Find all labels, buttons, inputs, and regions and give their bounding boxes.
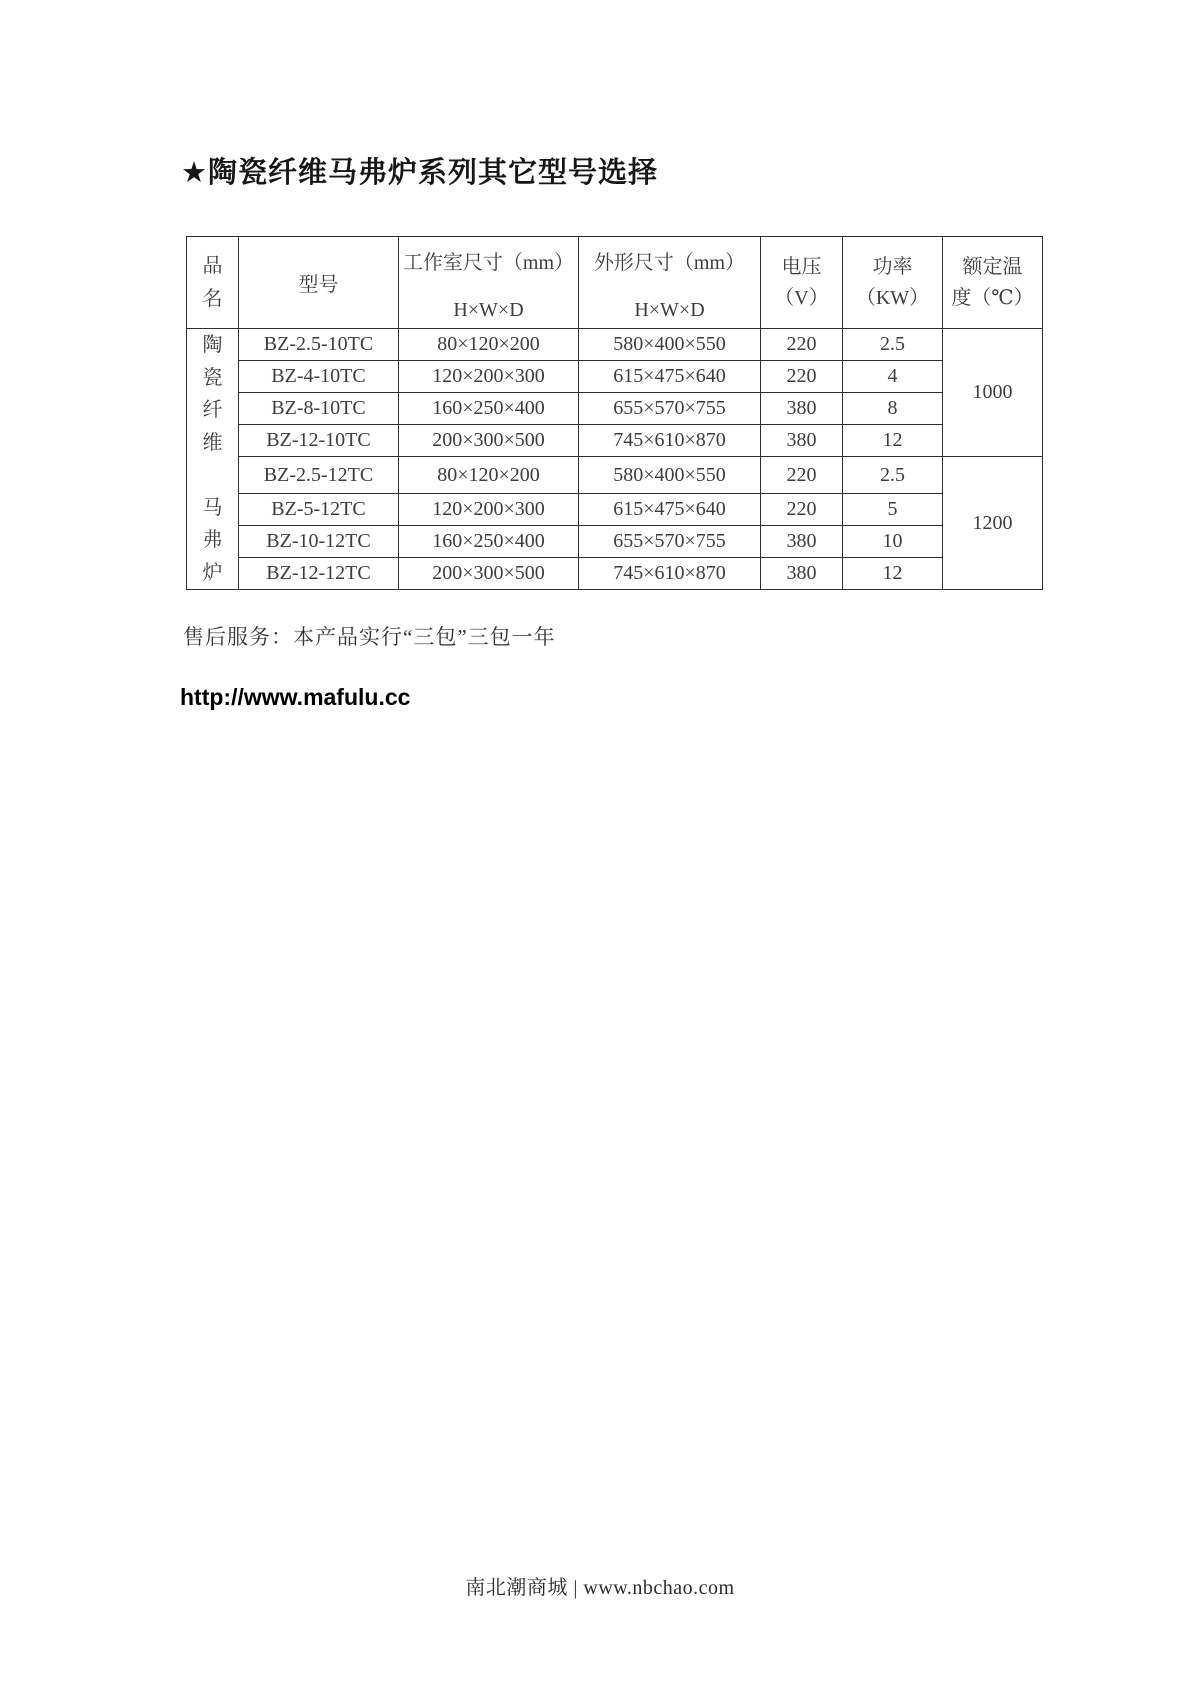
product-name-char: 维 [202, 431, 223, 454]
header-row [187, 237, 1043, 329]
outer-size-cell: 580×400×550 [579, 329, 761, 361]
header-outer-size [579, 237, 761, 329]
voltage-cell: 380 [761, 425, 843, 457]
outer-size-cell: 615×475×640 [579, 494, 761, 526]
table-body [187, 329, 1043, 590]
power-cell: 5 [843, 494, 943, 526]
header-outer-size-hwd: H×W×D [634, 298, 705, 321]
model-cell: BZ-2.5-10TC [239, 329, 399, 361]
table-header [187, 237, 1043, 329]
model-cell: BZ-2.5-12TC [239, 457, 399, 494]
header-chamber-size-hwd: H×W×D [453, 298, 524, 321]
voltage-cell: 380 [761, 393, 843, 425]
table-row [187, 457, 1043, 494]
chamber-size-cell: 200×300×500 [399, 558, 579, 590]
voltage-cell: 380 [761, 558, 843, 590]
voltage-cell: 220 [761, 361, 843, 393]
header-voltage-title: 电压 [781, 255, 822, 278]
model-cell: BZ-4-10TC [239, 361, 399, 393]
table-row [187, 494, 1043, 526]
voltage-cell: 220 [761, 329, 843, 361]
product-name-char: 马 [202, 496, 223, 519]
header-outer-size-title: 外形尺寸（mm） [593, 251, 746, 274]
chamber-size-cell: 160×250×400 [399, 393, 579, 425]
rated-temp-cell: 1000 [943, 329, 1043, 457]
rated-temp-cell: 1200 [943, 457, 1043, 590]
model-cell: BZ-12-10TC [239, 425, 399, 457]
power-cell: 4 [843, 361, 943, 393]
table-row [187, 425, 1043, 457]
header-product-name-label: 品名 [202, 254, 223, 310]
power-cell: 12 [843, 425, 943, 457]
table-row [187, 361, 1043, 393]
product-name-char: 弗 [202, 529, 223, 551]
outer-size-cell: 745×610×870 [579, 558, 761, 590]
product-name-cell [187, 329, 239, 590]
product-name-char: 纤 [202, 399, 223, 421]
header-voltage-unit: （V） [774, 286, 829, 309]
chamber-size-cell: 160×250×400 [399, 526, 579, 558]
table-row [187, 526, 1043, 558]
product-name-char [187, 459, 238, 492]
table-row [187, 329, 1043, 361]
page-title: ★陶瓷纤维马弗炉系列其它型号选择 [181, 157, 658, 189]
product-name-char: 陶 [202, 334, 223, 356]
after-sales-text: 售后服务：本产品实行“三包”三包一年 [183, 625, 556, 649]
header-model: 型号 [239, 237, 399, 329]
outer-size-cell: 615×475×640 [579, 361, 761, 393]
chamber-size-cell: 80×120×200 [399, 457, 579, 494]
chamber-size-cell: 200×300×500 [399, 425, 579, 457]
product-name-char: 炉 [202, 561, 223, 584]
voltage-cell: 220 [761, 494, 843, 526]
header-power-unit: （KW） [855, 286, 930, 309]
power-cell: 10 [843, 526, 943, 558]
header-rated-temp-line1: 额定温 [962, 255, 1023, 278]
power-cell: 8 [843, 393, 943, 425]
voltage-cell: 380 [761, 526, 843, 558]
outer-size-cell: 655×570×755 [579, 393, 761, 425]
table-row [187, 393, 1043, 425]
site-url-link[interactable]: http://www.mafulu.cc [180, 684, 411, 710]
header-power [843, 237, 943, 329]
table-row [187, 558, 1043, 590]
header-chamber-size [399, 237, 579, 329]
voltage-cell: 220 [761, 457, 843, 494]
header-rated-temp-line2: 度（℃） [951, 286, 1034, 309]
model-cell: BZ-12-12TC [239, 558, 399, 590]
model-cell: BZ-8-10TC [239, 393, 399, 425]
header-chamber-size-title: 工作室尺寸（mm） [402, 251, 575, 274]
outer-size-cell: 655×570×755 [579, 526, 761, 558]
outer-size-cell: 745×610×870 [579, 425, 761, 457]
power-cell: 12 [843, 558, 943, 590]
product-name-char: 瓷 [202, 366, 223, 389]
header-voltage [761, 237, 843, 329]
chamber-size-cell: 80×120×200 [399, 329, 579, 361]
model-cell: BZ-5-12TC [239, 494, 399, 526]
chamber-size-cell: 120×200×300 [399, 494, 579, 526]
header-power-title: 功率 [872, 255, 913, 278]
outer-size-cell: 580×400×550 [579, 457, 761, 494]
power-cell: 2.5 [843, 457, 943, 494]
footer-text: 南北潮商城 | www.nbchao.com [465, 1577, 735, 1599]
power-cell: 2.5 [843, 329, 943, 361]
header-rated-temp [943, 237, 1043, 329]
header-product-name [187, 237, 239, 329]
furnace-spec-table [186, 236, 1043, 590]
chamber-size-cell: 120×200×300 [399, 361, 579, 393]
model-cell: BZ-10-12TC [239, 526, 399, 558]
